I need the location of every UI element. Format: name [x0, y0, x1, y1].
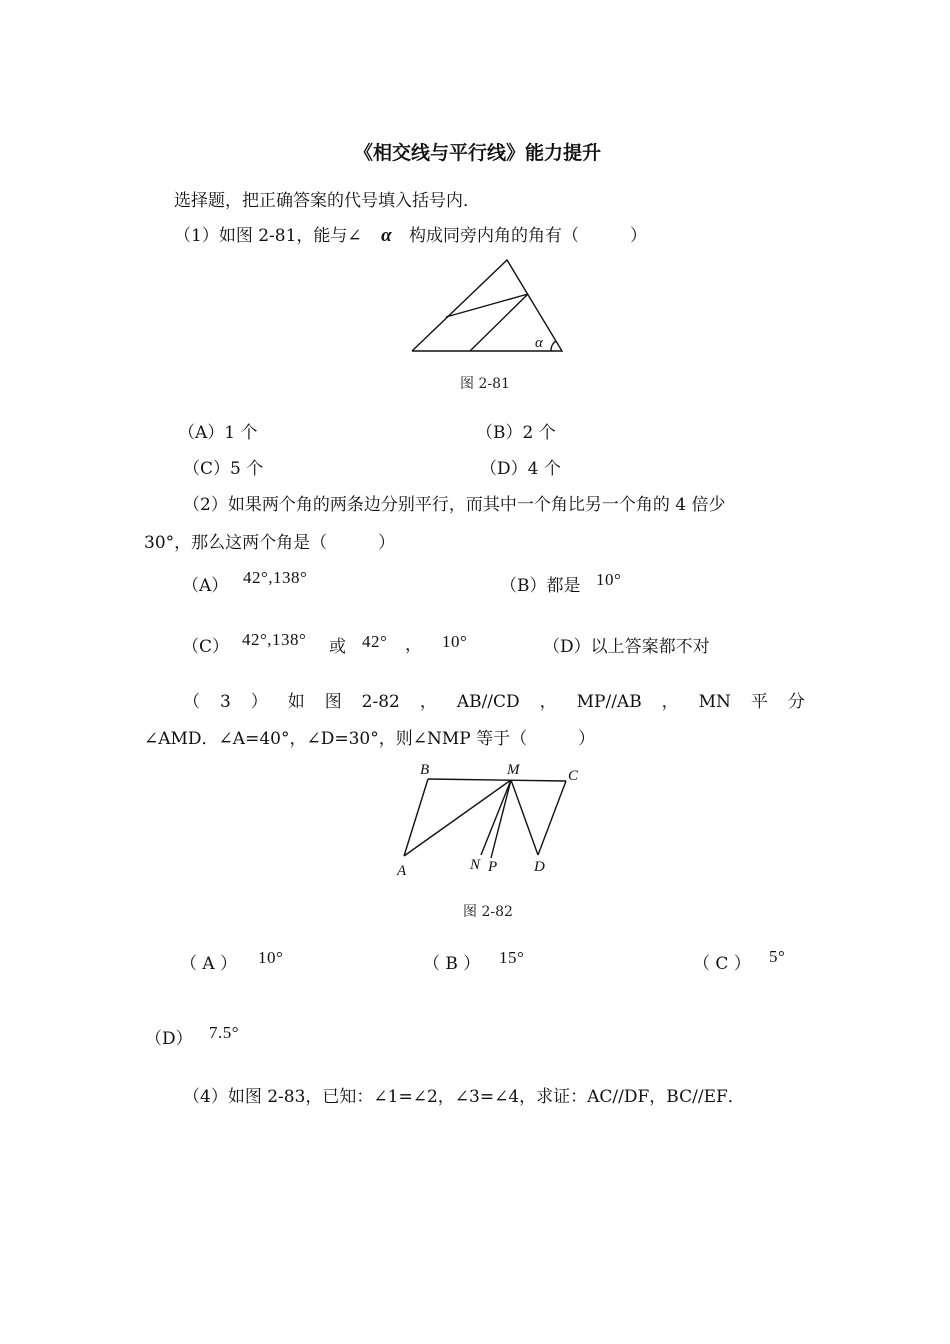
- figure-2-82: [393, 760, 588, 880]
- q1-option-d: （D）4 个: [480, 459, 561, 479]
- page-title: 《相交线与平行线》能力提升: [354, 142, 602, 164]
- q2-option-c-comma: ，: [405, 635, 422, 655]
- point-b-label: B: [420, 762, 430, 778]
- question-1: [174, 226, 647, 246]
- figure-2-81: [405, 255, 570, 357]
- point-m-label: M: [507, 762, 520, 778]
- q3-part: AB//CD: [456, 692, 520, 712]
- q2-option-b-value: 10°: [596, 570, 622, 589]
- point-c-label: C: [568, 768, 579, 784]
- q3-option-c-value: 5°: [769, 947, 786, 966]
- question-2-line-2: 30°，那么这两个角是（ ）: [144, 533, 396, 553]
- q2-option-c-label: （C）: [182, 637, 230, 657]
- q3-part: （: [183, 692, 200, 712]
- line-md: [511, 780, 538, 855]
- figure-2-82-caption: 图 2-82: [463, 904, 513, 920]
- q1-option-c: （C）5 个: [183, 459, 264, 479]
- point-n-label: N: [470, 857, 481, 873]
- q2-option-b-label: （B）都是: [500, 576, 581, 596]
- q3-option-b-value: 15°: [499, 948, 525, 967]
- q3-part: 图: [324, 692, 342, 712]
- q2-option-c-value-2: 42°: [362, 632, 388, 651]
- q2-option-d: （D）以上答案都不对: [543, 637, 710, 657]
- q3-option-d-value: 7.5°: [209, 1023, 240, 1042]
- line-bc: [428, 779, 566, 781]
- q2-option-c-value-1: 42°,138°: [242, 630, 307, 649]
- q3-part: 如: [287, 692, 305, 712]
- q3-part: 2-82: [361, 692, 400, 712]
- line-ba: [404, 779, 428, 856]
- q3-option-a-value: 10°: [258, 948, 284, 967]
- q1-option-a: （A）1 个: [178, 423, 258, 443]
- angle-arc: [551, 341, 556, 351]
- point-a-label: A: [397, 863, 407, 879]
- question-3-line-1: [183, 692, 805, 712]
- q2-option-c-or: 或: [329, 637, 346, 657]
- q3-part: ，: [661, 692, 679, 712]
- q3-part: 平: [750, 692, 768, 712]
- q3-option-b-label: （ B ）: [423, 954, 481, 974]
- q1-option-b: （B）2 个: [476, 423, 556, 443]
- q3-part: MN: [698, 692, 731, 712]
- q3-option-a-label: （ A ）: [180, 954, 238, 974]
- point-p-label: P: [488, 859, 498, 875]
- figure-2-81-caption: 图 2-81: [460, 376, 510, 392]
- q3-part: MP//AB: [576, 692, 642, 712]
- question-3-line-2: ∠AMD．∠A=40°，∠D=30°，则∠NMP 等于（ ）: [144, 729, 596, 749]
- figure-alpha-label: α: [535, 335, 543, 351]
- q2-option-a-label: （A）: [182, 576, 229, 596]
- q2-option-c-value-3: 10°: [442, 632, 468, 651]
- alpha-symbol: α: [381, 225, 392, 246]
- q2-option-a-value: 42°,138°: [243, 568, 308, 587]
- q3-option-d-label: （D）: [145, 1029, 193, 1049]
- line-dc: [538, 781, 566, 855]
- q3-part: ，: [539, 692, 557, 712]
- q3-part: 3: [219, 692, 231, 712]
- question-2-line-1: （2）如果两个角的两条边分别平行，而其中一个角比另一个角的 4 倍少: [183, 495, 726, 515]
- q3-part: ，: [419, 692, 437, 712]
- question-1-suffix: 构成同旁内角的角有（ ）: [408, 226, 647, 246]
- q3-part: ）: [250, 692, 268, 712]
- q3-part: 分: [787, 692, 805, 712]
- question-1-prefix: （1）如图 2-81，能与∠: [174, 226, 362, 246]
- q3-option-c-label: （ C ）: [693, 954, 751, 974]
- question-4: （4）如图 2-83，已知：∠1=∠2，∠3=∠4，求证：AC//DF，BC//EF．: [183, 1087, 745, 1107]
- instructions: 选择题，把正确答案的代号填入括号内．: [174, 191, 480, 211]
- point-d-label: D: [534, 859, 545, 875]
